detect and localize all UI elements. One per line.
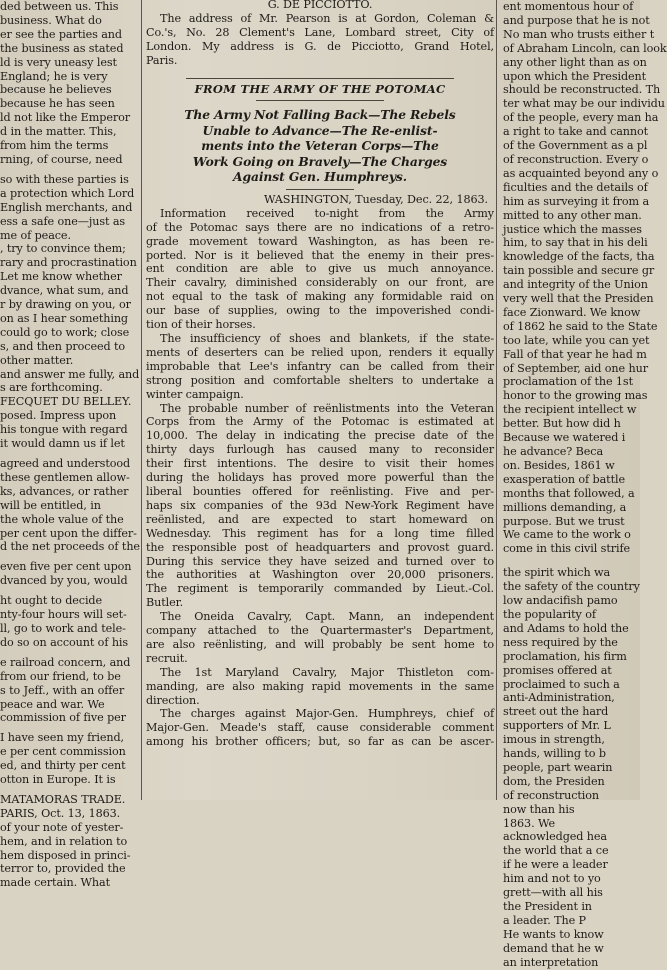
text-line: No man who trusts either t	[503, 27, 655, 41]
text-line: terror to, provided the	[0, 862, 126, 876]
text-line: ness required by the	[503, 635, 618, 649]
text-line: the safety of the country	[503, 580, 640, 594]
text-line: demand that he w	[503, 941, 604, 955]
text-line: commission of five per	[0, 711, 126, 725]
text-line: our base of supplies, owing to the impoverished condi-	[146, 304, 494, 318]
text-line: liberal bounties offered for reënlisting. Five and per-	[146, 484, 494, 498]
text-line: his tongue with regard	[0, 423, 128, 437]
text-line: Co.'s, No. 28 Clement's Lane, Lombard street, City of	[146, 25, 494, 39]
text-line: er see the parties and	[0, 27, 122, 41]
text-line: better. But how did h	[503, 417, 621, 431]
dateline: WASHINGTON, Tuesday, Dec. 22, 1863.	[263, 192, 488, 206]
text-line: rning, of course, need	[0, 152, 123, 166]
text-line: Wednesday. This regiment has for a long time filled	[146, 526, 494, 540]
text-line: strong position and comfortable shelters to undertake a	[146, 373, 494, 387]
text-line: r by drawing on you, or	[0, 298, 131, 312]
paragraph	[146, 332, 494, 402]
text-line: recruit.	[146, 651, 188, 665]
text-line: months that followed, a	[503, 486, 635, 500]
text-line: now than his	[503, 802, 575, 816]
text-line: nty-four hours will set-	[0, 608, 127, 622]
text-line: and integrity of the Union	[503, 278, 648, 292]
text-line: ent momentous hour of	[503, 0, 634, 13]
text-line: of reconstruction. Every o	[503, 152, 649, 166]
text-line: of the Potomac says there are no indications of a retro-	[146, 220, 494, 234]
paragraph	[146, 610, 494, 666]
text-line: He wants to know	[503, 927, 604, 941]
text-line: hands, willing to b	[503, 747, 606, 761]
text-line: dvanced by you, would	[0, 574, 128, 588]
text-line: the authorities at Washington over 20,000 prisoners.	[146, 568, 494, 582]
text-line: from him the terms	[0, 139, 109, 153]
text-line: e per cent commission	[0, 745, 126, 759]
text-line: 10,000. The delay in indicating the precise date of the	[146, 429, 494, 443]
text-line: otton in Europe. It is	[0, 773, 116, 787]
text-line: their first intentions. The desire to visit their homes	[146, 457, 494, 471]
section-divider	[186, 78, 454, 79]
text-line: hem disposed in princi-	[0, 848, 131, 862]
text-line: it would damn us if let	[0, 437, 125, 451]
text-line: business. What do	[0, 13, 102, 27]
text-line: and answer me fully, and	[0, 367, 140, 381]
text-line: proclamation of the 1st	[503, 375, 633, 389]
text-line: per cent upon the differ-	[0, 526, 137, 540]
text-line: if he were a leader	[503, 858, 608, 872]
text-line: because he believes	[0, 83, 112, 97]
text-line: FECQUET DU BELLEY.	[0, 395, 132, 409]
text-line: of September, aid one hur	[503, 361, 648, 375]
text-line: any other light than as on	[503, 55, 647, 69]
text-line: too late, while you can yet	[503, 333, 650, 347]
text-line: improbable that Lee's infantry can be called from their	[146, 359, 494, 373]
text-line: s, and then proceed to	[0, 339, 126, 353]
text-line: haps six companies of the 93d New-York Regiment have	[146, 498, 494, 512]
text-line: ks, advances, or rather	[0, 484, 129, 498]
text-line: upon which the President	[503, 69, 647, 83]
deck-line: Unable to Advance—The Re-enlist-	[202, 122, 438, 138]
text-line: a leader. The P	[503, 913, 586, 927]
text-line: England; he is very	[0, 69, 108, 83]
text-line: We came to the work o	[503, 528, 631, 542]
text-line: because he has seen	[0, 97, 115, 111]
text-line: as acquainted beyond any o	[503, 166, 659, 180]
article-body	[146, 207, 494, 749]
text-line: from our friend, to be	[0, 669, 121, 683]
text-line: millions demanding, a	[503, 500, 627, 514]
text-line: grade movement toward Washington, as has been re-	[146, 234, 494, 248]
text-line: justice which the masses	[503, 222, 642, 236]
text-line: made certain. What	[0, 876, 110, 890]
middle-column	[146, 0, 494, 800]
text-line: and purpose that he is not	[503, 13, 650, 27]
text-line: English merchants, and	[0, 200, 133, 214]
text-line: d in the matter. This,	[0, 125, 117, 139]
text-line: 1863. We	[503, 816, 555, 830]
text-line: other matter.	[0, 353, 74, 367]
text-line: of 1862 he said to the State	[503, 319, 658, 333]
text-line: a right to take and cannot	[503, 125, 649, 139]
text-line: even five per cent upon	[0, 560, 132, 574]
text-line: an interpretation	[503, 955, 599, 969]
text-line: London. My address is G. de Picciotto, Grand Hotel,	[146, 39, 494, 53]
text-line: ess a safe one—just as	[0, 214, 126, 228]
text-line: PARIS, Oct. 13, 1863.	[0, 806, 121, 820]
text-line: promises offered at	[503, 663, 612, 677]
text-line: a protection which Lord	[0, 186, 135, 200]
text-line: the world that a ce	[503, 844, 609, 858]
text-line: on as I hear something	[0, 311, 128, 325]
text-line: proclamation, his firm	[503, 649, 627, 663]
text-line: anti-Administration,	[503, 691, 615, 705]
text-line: do so on account of his	[0, 635, 129, 649]
text-line: and Adams to hold the	[503, 621, 629, 635]
text-line: the spirit which wa	[503, 566, 611, 580]
text-line: winter campaign.	[146, 387, 244, 401]
text-line: grett—with all his	[503, 886, 603, 900]
deck-line: Work Going on Bravely—The Charges	[192, 153, 448, 169]
text-line: ent condition are able to give us much annoyance.	[146, 262, 494, 276]
text-line: thirty days furlough has caused many to reconsider	[146, 443, 494, 457]
text-line: dvance, what sum, and	[0, 284, 129, 298]
article-deck	[146, 107, 494, 185]
text-line: him as surveying it from a	[503, 194, 650, 208]
paragraph	[146, 207, 494, 332]
text-line: of your note of yester-	[0, 820, 124, 834]
text-line: ld not like the Emperor	[0, 111, 130, 125]
text-line: among his brother officers; but, so far as can be ascer-	[146, 735, 494, 749]
text-line: The regiment is temporarily commanded by Lieut.-Col.	[146, 582, 494, 596]
text-line: him and not to yo	[503, 872, 601, 886]
text-line: Paris.	[146, 53, 178, 67]
text-line: The Oneida Cavalry, Capt. Mann, an independent	[160, 610, 494, 624]
text-line: of the people, every man ha	[503, 111, 659, 125]
text-line: ter what may be our individu	[503, 97, 665, 111]
column-rule	[496, 0, 497, 800]
text-line: honor to the growing mas	[503, 389, 648, 403]
text-line: tion of their horses.	[146, 318, 256, 332]
text-line: so with these parties is	[0, 172, 129, 186]
text-line: the whole value of the	[0, 512, 124, 526]
text-line: hem, and in relation to	[0, 834, 128, 848]
text-line: I have seen my friend,	[0, 731, 124, 745]
paragraph	[146, 707, 494, 749]
text-line: ments of deserters can be relied upon, renders it equally	[146, 345, 494, 359]
text-line: The probable number of reënlistments into the Veteran	[160, 401, 494, 415]
text-line: street out the hard	[503, 705, 609, 719]
text-line: Fall of that year he had m	[503, 347, 647, 361]
line-gap	[500, 556, 640, 566]
text-line: knowledge of the facts, tha	[503, 250, 655, 264]
text-line: e railroad concern, and	[0, 655, 131, 669]
text-line: these gentlemen allow-	[0, 470, 130, 484]
text-line: face Zionward. We know	[503, 305, 641, 319]
text-line: during the holidays has proved more powerful than the	[146, 471, 494, 485]
text-line: acknowledged hea	[503, 830, 607, 844]
text-line: come in this civil strife	[503, 542, 631, 556]
text-line: tain possible and secure gr	[503, 264, 655, 278]
deck-line: ments into the Veteran Corps—The	[201, 138, 439, 154]
text-line: posed. Impress upon	[0, 409, 117, 423]
section-divider	[286, 189, 354, 190]
text-line: Corps from the Army of the Potomac is estimated at	[146, 415, 494, 429]
text-line: ld is very uneasy lest	[0, 55, 117, 69]
text-line: low andacifish pamo	[503, 594, 618, 608]
text-line: s are forthcoming.	[0, 381, 103, 395]
article-headline: FROM THE ARMY OF THE POTOMAC	[194, 81, 446, 96]
text-line: the recipient intellect w	[503, 403, 637, 417]
text-line: ported. Nor is it believed that the enemy in their pres-	[146, 248, 494, 262]
text-line: peace and war. We	[0, 697, 105, 711]
text-line: rary and procrastination	[0, 256, 137, 270]
text-line: he advance? Beca	[503, 445, 604, 458]
text-line: ed, and thirty per cent	[0, 759, 126, 773]
section-divider	[256, 100, 384, 101]
text-line: are also reënlisting, and will probably be sent home to	[146, 637, 494, 651]
text-line: mitted to any other man.	[503, 208, 642, 222]
text-line: reënlisted, and are expected to start homeward on	[146, 512, 494, 526]
text-line: company attached to the Quartermaster's Department,	[146, 624, 494, 638]
text-line: agreed and understood	[0, 457, 131, 470]
text-line: imous in strength,	[503, 733, 605, 747]
paragraph	[146, 666, 494, 708]
text-line: The charges against Major-Gen. Humphreys, chief of	[160, 707, 494, 721]
text-line: should be reconstructed. Th	[503, 83, 661, 97]
text-line: of the Government as a pl	[503, 139, 648, 153]
text-line: of reconstruction	[503, 788, 599, 802]
text-line: dom, the Presiden	[503, 774, 605, 788]
text-line: ficulties and the details of	[503, 180, 648, 194]
text-line: will be entitled, in	[0, 498, 101, 512]
text-line: very well that the Presiden	[503, 292, 654, 306]
text-line: people, part wearin	[503, 760, 613, 774]
text-line: proclaimed to such a	[503, 677, 620, 691]
text-line: Let me know whether	[0, 270, 122, 284]
text-line: Their cavalry, diminished considerably on our front, are	[146, 276, 494, 290]
text-line: the responsible post of headquarters and provost guard.	[146, 540, 494, 554]
right-column	[500, 0, 667, 969]
deck-line: The Army Not Falling Back—The Rebels	[184, 107, 456, 123]
text-line: direction.	[146, 693, 200, 707]
text-line: me of peace.	[0, 228, 71, 242]
text-line: of Abraham Lincoln, can look	[503, 41, 667, 55]
text-line: The address of Mr. Pearson is at Gordon, Coleman &	[160, 11, 494, 25]
text-line: d the net proceeds of the	[0, 540, 140, 554]
text-line: ht ought to decide	[0, 594, 103, 608]
text-line: Information received to-night from the Army	[160, 206, 494, 220]
text-line: on. Besides, 1861 w	[503, 458, 615, 472]
text-line: MATAMORAS TRADE.	[0, 792, 126, 806]
text-line: manding, are also making rapid movements in the same	[146, 679, 494, 693]
text-line: could go to work; close	[0, 325, 130, 339]
text-line: ll, go to work and tele-	[0, 621, 126, 635]
text-line: Major-Gen. Meade's staff, cause considerable comment	[146, 721, 494, 735]
text-line: him, to say that in his deli	[503, 236, 648, 250]
text-line: supporters of Mr. L	[503, 719, 611, 733]
deck-line: Against Gen. Humphreys.	[233, 169, 407, 185]
text-line: exasperation of battle	[503, 472, 625, 486]
column-rule	[141, 0, 142, 800]
text-line: During this service they have seized and turned over to	[146, 554, 494, 568]
text-line: not equal to the task of making any formidable raid on	[146, 290, 494, 304]
text-line: Butler.	[146, 596, 184, 610]
paragraph	[146, 402, 494, 611]
text-line: The insufficiency of shoes and blankets, if the state-	[160, 332, 494, 345]
text-line: Because we watered i	[503, 431, 626, 445]
text-line: purpose. But we trust	[503, 514, 625, 528]
text-line: ded between us. This	[0, 0, 119, 13]
text-line: The 1st Maryland Cavalry, Major Thistleton com-	[160, 665, 494, 679]
text-line: the President in	[503, 900, 592, 913]
text-line: , try to convince them;	[0, 242, 126, 256]
text-line: the popularity of	[503, 607, 596, 621]
signature-line: G. DE PICCIOTTO.	[267, 0, 373, 11]
text-line: s to Jeff., with an offer	[0, 683, 125, 697]
left-column	[0, 0, 140, 890]
text-line: the business as stated	[0, 41, 124, 55]
